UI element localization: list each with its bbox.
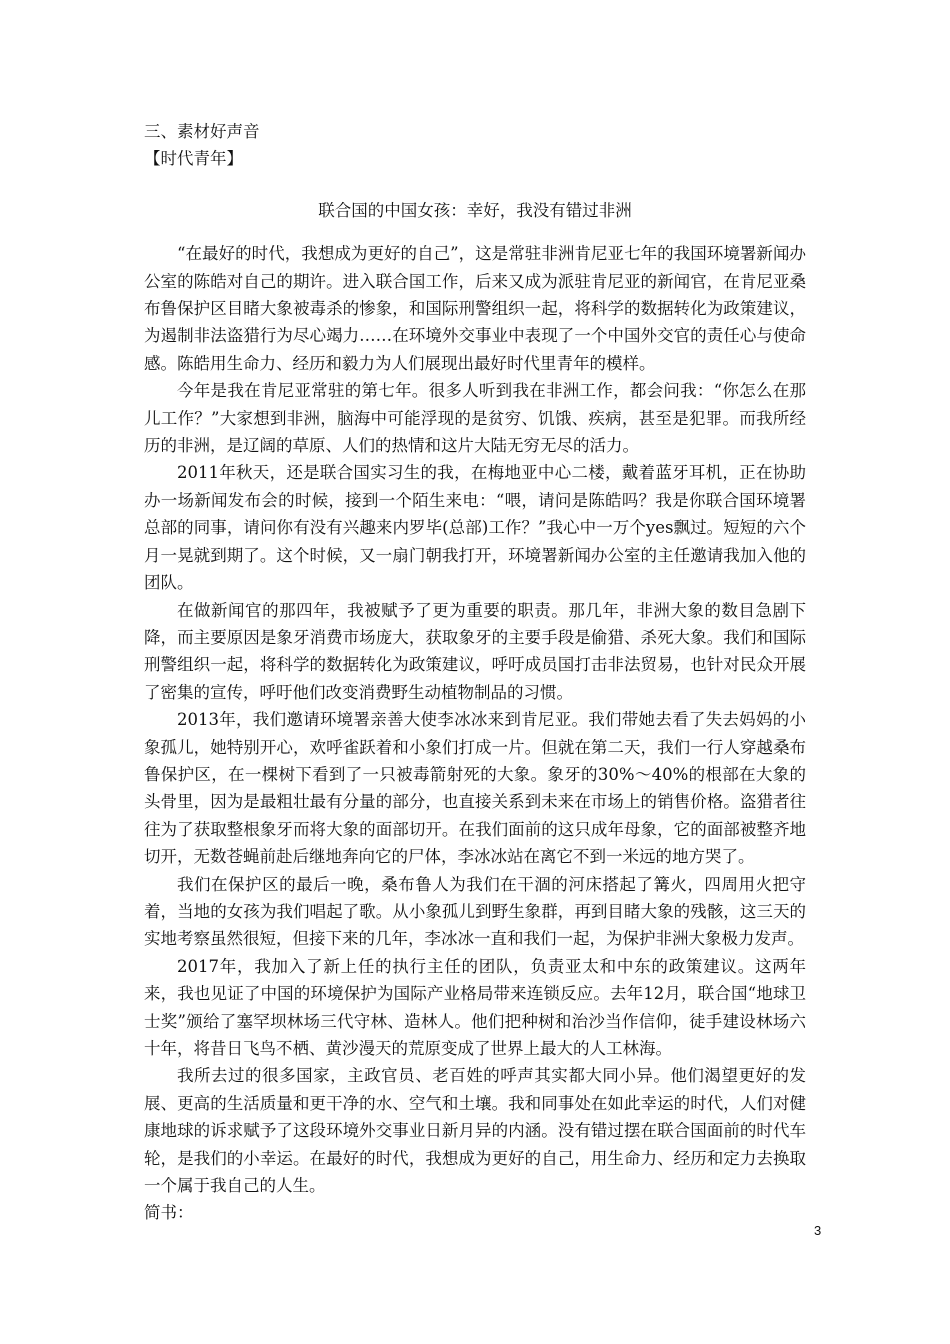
column-tag: 【时代青年】 — [144, 149, 243, 169]
document-body — [144, 118, 806, 1227]
section-heading: 三、素材好声音 — [144, 122, 260, 141]
paragraph: 我们在保护区的最后一晚，桑布鲁人为我们在干涸的河床搭起了篝火，四周用火把守着，当地的女孩为我们唱起了歌。从小象孤儿到野生象群，再到目睹大象的残骸，这三天的实地考察虽然很短，但接下来的几年，李冰冰一直和我们一起，为保护非洲大象极力发声。 — [144, 874, 806, 949]
article-title: 联合国的中国女孩：幸好，我没有错过非洲 — [318, 200, 632, 220]
paragraph: 在做新闻官的那四年，我被赋予了更为重要的职责。那几年，非洲大象的数目急剧下降，而主要原因是象牙消费市场庞大，获取象牙的主要手段是偷猎、杀死大象。我们和国际刑警组织一起，将科学的数据转化为政策建议，呼吁成员国打击非法贸易，也针对民众开展了密集的宣传，呼吁他们改变消费野生动植物制品的习惯。 — [144, 600, 806, 702]
paragraph: 2013年，我们邀请环境署亲善大使李冰冰来到肯尼亚。我们带她去看了失去妈妈的小象孤儿，她特别开心，欢呼雀跃着和小象们打成一片。但就在第二天，我们一行人穿越桑布鲁保护区，在一棵树下看到了一只被毒箭射死的大象。象牙的30%～40%的根部在大象的头骨里，因为是最粗壮最有分量的部分，也直接关系到未来在市场上的销售价格。盗猎者往往为了获取整根象牙而将大象的面部切开。在我们面前的这只成年母象，它的面部被整齐地切开，无数苍蝇前赴后继地奔向它的尸体，李冰冰站在离它不到一米远的地方哭了。 — [144, 710, 806, 867]
closing-label: 简书： — [144, 1203, 194, 1223]
paragraph: 2011年秋天，还是联合国实习生的我，在梅地亚中心二楼，戴着蓝牙耳机，正在协助办一场新闻发布会的时候，接到一个陌生来电：“喂，请问是陈皓吗？我是你联合国环境署总部的同事，请问你有没有兴趣来内罗毕(总部)工作？”我心中一万个yes飘过。短短的六个月一晃就到期了。这个时候，又一扇门朝我打开，环境署新闻办公室的主任邀请我加入他的团队。 — [144, 463, 806, 593]
page-number: 3 — [814, 1223, 822, 1238]
paragraph: 今年是我在肯尼亚常驻的第七年。很多人听到我在非洲工作，都会问我：“你怎么在那儿工作？”大家想到非洲，脑海中可能浮现的是贫穷、饥饿、疾病，甚至是犯罪。而我所经历的非洲，是辽阔的草原、人们的热情和这片大陆无穷无尽的活力。 — [144, 381, 806, 456]
paragraph: 我所去过的很多国家，主政官员、老百姓的呼声其实都大同小异。他们渴望更好的发展、更高的生活质量和更干净的水、空气和土壤。我和同事处在如此幸运的时代，人们对健康地球的诉求赋予了这段环境外交事业日新月异的内涵。没有错过摆在联合国面前的时代车轮，是我们的小幸运。在最好的时代，我想成为更好的自己，用生命力、经历和定力去换取一个属于我自己的人生。 — [144, 1066, 806, 1196]
paragraph: 2017年，我加入了新上任的执行主任的团队，负责亚太和中东的政策建议。这两年来，我也见证了中国的环境保护为国际产业格局带来连锁反应。去年12月，联合国“地球卫士奖”颁给了塞罕坝林场三代守林、造林人。他们把种树和治沙当作信仰，徒手建设林场六十年，将昔日飞鸟不栖、黄沙漫天的荒原变成了世界上最大的人工林海。 — [144, 956, 806, 1058]
paragraph: “在最好的时代，我想成为更好的自己”，这是常驻非洲肯尼亚七年的我国环境署新闻办公室的陈皓对自己的期许。进入联合国工作，后来又成为派驻肯尼亚的新闻官，在肯尼亚桑布鲁保护区目睹大象被毒杀的惨象，和国际刑警组织一起，将科学的数据转化为政策建议，为遏制非法盗猎行为尽心竭力……在环境外交事业中表现了一个中国外交官的责任心与使命感。陈皓用生命力、经历和毅力为人们展现出最好时代里青年的模样。 — [144, 244, 806, 373]
